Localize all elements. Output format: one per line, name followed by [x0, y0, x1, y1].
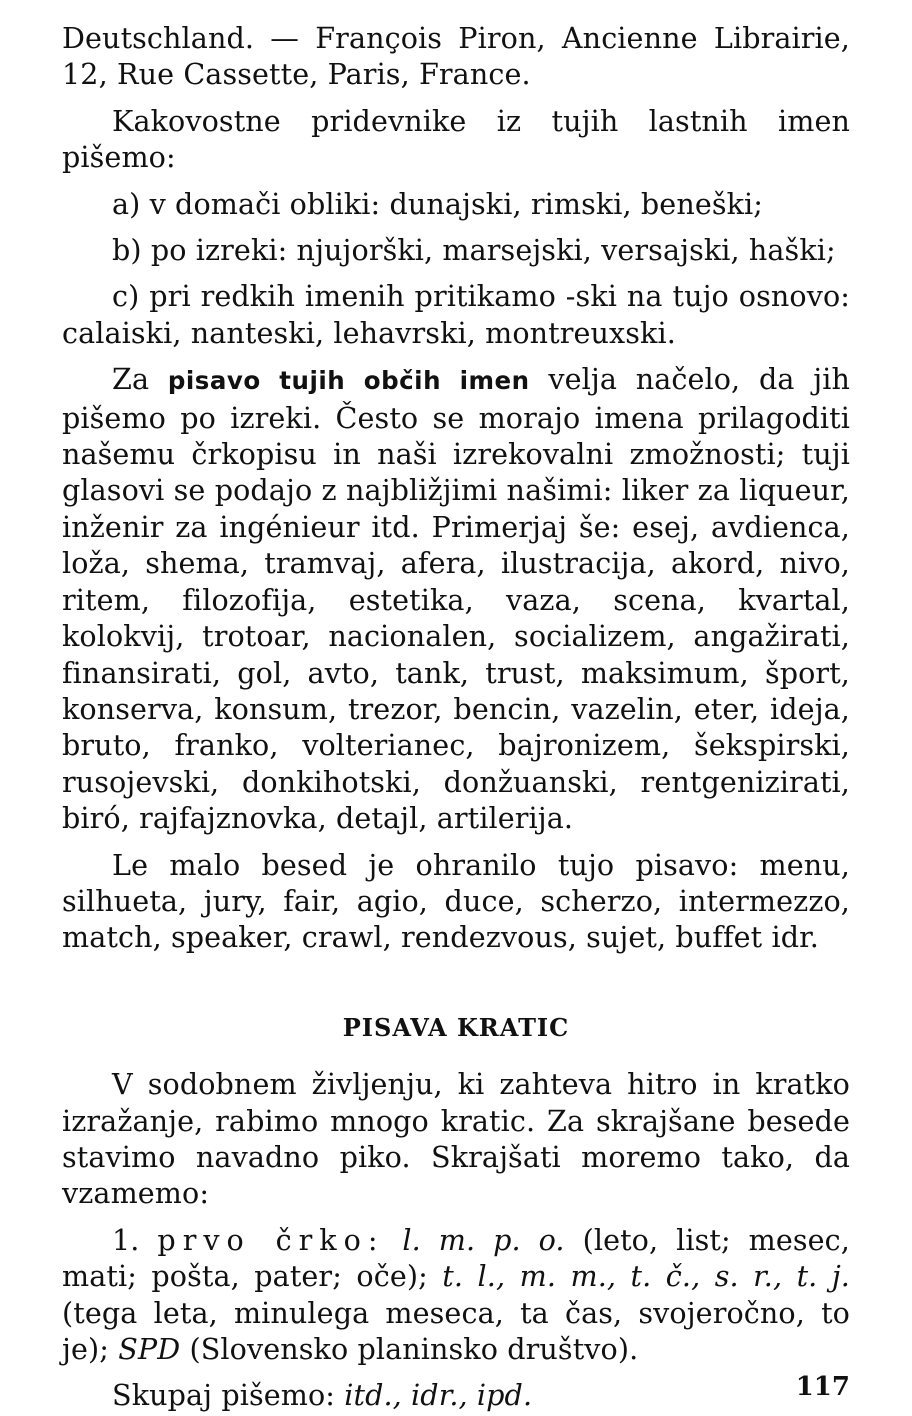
foreign-spelling-paragraph: Le malo besed je ohranilo tujo pisavo: menu, silhueta, jury, fair, agio, duce, scherzo, intermezzo, match, speaker, crawl, rendezvous, sujet, buffet idr. [62, 847, 850, 955]
abbreviations-item-1 [62, 1222, 850, 1368]
item-abbr-3: SPD [118, 1332, 181, 1366]
item-abbr-1: l. m. p. o. [402, 1222, 565, 1257]
together-paragraph [62, 1377, 850, 1413]
common-nouns-paragraph [62, 361, 850, 836]
address-line-1: Deutschland. — François Piron, Ancienne Librairie, [62, 21, 850, 55]
abbreviations-intro: V sodobnem življenju, ki zahteva hitro in kratko izražanje, rabimo mnogo kratic. Za skrajšane besede stavimo navadno piko. Skrajšati moremo tako, da vzamemo: [62, 1067, 850, 1211]
adjectives-item-b: b) po izreki: njujorški, marsejski, versajski, haški; [112, 233, 836, 268]
item-text-3: (Slovensko planinsko društvo). [189, 1332, 639, 1366]
adjectives-intro: Kakovostne pridevnike iz tujih lastnih imen pišemo: [62, 103, 850, 175]
common-nouns-text: velja načelo, da jih pišemo po izreki. Često se morajo imena prilagoditi našemu črkopisu in naši izrekovalni zmožnosti; tuji glasovi se podajo z najbližjimi našimi: liker za liqueur, inženir za ingénieur itd. Primerjaj še: esej, avdienca, loža, shema, tramvaj, afera, ilustracija, akord, nivo, ritem, filozofija, estetika, vaza, scena, kvartal, kolokvij, trotoar, nacionalen, socializem, angažirati, finansirati, gol, avto, tank, trust, maksimum, šport, konserva, konsum, trezor, bencin, vazelin, eter, ideja, bruto, franko, volterianec, bajronizem, šekspirski, rusojevski, donkihotski, donžuanski, rentgenizirati, biró, rajfajznovka, detajl, artilerija. [62, 362, 850, 836]
page-number: 117 [795, 1372, 850, 1402]
adjectives-item-c: c) pri redkih imenih pritikamo -ski na tujo osnovo: calaiski, nanteski, lehavrski, montreuxski. [62, 279, 850, 350]
item-number: 1. [112, 1222, 140, 1257]
together-abbr: itd., idr., ipd. [344, 1378, 533, 1413]
together-lead: Skupaj pišemo: [112, 1378, 336, 1413]
item-abbr-2: t. l., m. m., t. č., s. r., t. j. [442, 1259, 850, 1294]
section-heading: PISAVA KRATIC [342, 1012, 570, 1042]
common-nouns-lead: Za [112, 362, 150, 397]
item-spaced-term: prvo črko: [157, 1222, 385, 1257]
adjectives-item-a: a) v domači obliki: dunajski, rimski, beneški; [112, 186, 764, 221]
address-line-2: 12, Rue Cassette, Paris, France. [62, 57, 531, 92]
page-body [62, 20, 850, 1414]
item-text-2: (tega leta, minulega meseca, ta čas, svojeročno, to je); [62, 1295, 850, 1366]
item-text-1: (leto, list; mesec, mati; pošta, pater; oče); [62, 1222, 850, 1294]
common-nouns-bold-term: pisavo tujih občih imen [167, 366, 530, 396]
